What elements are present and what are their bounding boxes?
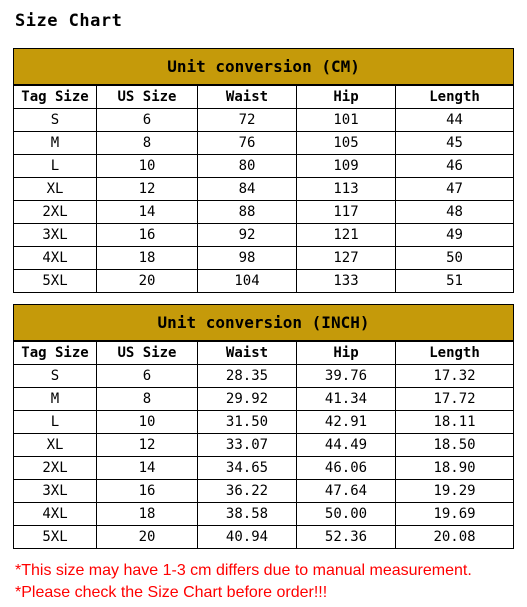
table-row bbox=[14, 526, 514, 549]
table-cell: 42.91 bbox=[297, 411, 396, 434]
table-cell: 4XL bbox=[14, 247, 97, 270]
table-cell: 17.72 bbox=[396, 388, 514, 411]
table-cell: 16 bbox=[97, 480, 198, 503]
table-cell: 101 bbox=[297, 109, 396, 132]
size-table-inch bbox=[13, 304, 514, 549]
column-header-tag-size: Tag Size bbox=[14, 85, 97, 109]
table-cell: 16 bbox=[97, 224, 198, 247]
table-cell: 18.90 bbox=[396, 457, 514, 480]
table-caption: Unit conversion (CM) bbox=[14, 49, 514, 86]
table-cell: 40.94 bbox=[198, 526, 297, 549]
table-cell: 28.35 bbox=[198, 365, 297, 388]
table-row bbox=[14, 457, 514, 480]
column-header-length: Length bbox=[396, 341, 514, 365]
table-cell: 51 bbox=[396, 270, 514, 293]
table-cell: 10 bbox=[97, 155, 198, 178]
check-chart-note: *Please check the Size Chart before order!!! bbox=[15, 584, 328, 601]
column-header-hip: Hip bbox=[297, 341, 396, 365]
table-cell: 44.49 bbox=[297, 434, 396, 457]
table-cell: 39.76 bbox=[297, 365, 396, 388]
column-header-hip: Hip bbox=[297, 85, 396, 109]
table-cell: 18 bbox=[97, 247, 198, 270]
table-cell: 45 bbox=[396, 132, 514, 155]
column-header-length: Length bbox=[396, 85, 514, 109]
table-cell: 133 bbox=[297, 270, 396, 293]
table-cell: 84 bbox=[198, 178, 297, 201]
table-cell: 17.32 bbox=[396, 365, 514, 388]
table-cell: 2XL bbox=[14, 457, 97, 480]
table-cell: 34.65 bbox=[198, 457, 297, 480]
table-row bbox=[14, 411, 514, 434]
table-cell: 49 bbox=[396, 224, 514, 247]
table-row bbox=[14, 247, 514, 270]
table-cell: 104 bbox=[198, 270, 297, 293]
table-cell: 50 bbox=[396, 247, 514, 270]
table-row bbox=[14, 503, 514, 526]
table-cell: 19.29 bbox=[396, 480, 514, 503]
column-header-us-size: US Size bbox=[97, 341, 198, 365]
table-cell: 52.36 bbox=[297, 526, 396, 549]
table-cell: 44 bbox=[396, 109, 514, 132]
table-cell: 80 bbox=[198, 155, 297, 178]
table-cell: 19.69 bbox=[396, 503, 514, 526]
page-title: Size Chart bbox=[15, 11, 123, 31]
table-cell: M bbox=[14, 388, 97, 411]
size-variance-note: *This size may have 1-3 cm differs due to manual measurement. bbox=[15, 562, 472, 579]
table-row bbox=[14, 201, 514, 224]
column-header-waist: Waist bbox=[198, 85, 297, 109]
table-cell: S bbox=[14, 109, 97, 132]
table-cell: 88 bbox=[198, 201, 297, 224]
table-cell: 105 bbox=[297, 132, 396, 155]
table-cell: 12 bbox=[97, 434, 198, 457]
table-row bbox=[14, 155, 514, 178]
table-cell: 72 bbox=[198, 109, 297, 132]
table-cell: 41.34 bbox=[297, 388, 396, 411]
table-cell: 5XL bbox=[14, 526, 97, 549]
table-cell: 14 bbox=[97, 201, 198, 224]
table-row bbox=[14, 434, 514, 457]
table-cell: 127 bbox=[297, 247, 396, 270]
table-row bbox=[14, 480, 514, 503]
table-cell: 5XL bbox=[14, 270, 97, 293]
table-cell: 92 bbox=[198, 224, 297, 247]
table-cell: 98 bbox=[198, 247, 297, 270]
table-cell: 20 bbox=[97, 270, 198, 293]
table-cell: 38.58 bbox=[198, 503, 297, 526]
table-cell: 48 bbox=[396, 201, 514, 224]
table-cell: 8 bbox=[97, 132, 198, 155]
table-cell: 3XL bbox=[14, 224, 97, 247]
table-cell: 18.11 bbox=[396, 411, 514, 434]
table-cell: 18 bbox=[97, 503, 198, 526]
table-cell: 20 bbox=[97, 526, 198, 549]
table-cell: 46 bbox=[396, 155, 514, 178]
table-row bbox=[14, 109, 514, 132]
table-cell: 6 bbox=[97, 109, 198, 132]
table-cell: 50.00 bbox=[297, 503, 396, 526]
table-row bbox=[14, 388, 514, 411]
table-cell: 36.22 bbox=[198, 480, 297, 503]
table-cell: 47 bbox=[396, 178, 514, 201]
table-cell: 33.07 bbox=[198, 434, 297, 457]
table-cell: XL bbox=[14, 434, 97, 457]
table-cell: 109 bbox=[297, 155, 396, 178]
table-cell: 6 bbox=[97, 365, 198, 388]
table-row bbox=[14, 132, 514, 155]
table-cell: 20.08 bbox=[396, 526, 514, 549]
table-cell: XL bbox=[14, 178, 97, 201]
table-cell: 12 bbox=[97, 178, 198, 201]
table-cell: 18.50 bbox=[396, 434, 514, 457]
table-row bbox=[14, 270, 514, 293]
table-cell: 3XL bbox=[14, 480, 97, 503]
table-cell: 10 bbox=[97, 411, 198, 434]
table-cell: L bbox=[14, 411, 97, 434]
table-cell: S bbox=[14, 365, 97, 388]
column-header-tag-size: Tag Size bbox=[14, 341, 97, 365]
table-cell: M bbox=[14, 132, 97, 155]
table-cell: 2XL bbox=[14, 201, 97, 224]
column-header-waist: Waist bbox=[198, 341, 297, 365]
table-row bbox=[14, 224, 514, 247]
table-cell: 47.64 bbox=[297, 480, 396, 503]
table-row bbox=[14, 178, 514, 201]
table-row bbox=[14, 365, 514, 388]
table-cell: 76 bbox=[198, 132, 297, 155]
table-cell: 46.06 bbox=[297, 457, 396, 480]
table-cell: L bbox=[14, 155, 97, 178]
table-cell: 4XL bbox=[14, 503, 97, 526]
table-cell: 113 bbox=[297, 178, 396, 201]
table-caption: Unit conversion (INCH) bbox=[14, 305, 514, 342]
table-cell: 121 bbox=[297, 224, 396, 247]
size-table-cm bbox=[13, 48, 514, 293]
table-cell: 29.92 bbox=[198, 388, 297, 411]
table-cell: 8 bbox=[97, 388, 198, 411]
column-header-us-size: US Size bbox=[97, 85, 198, 109]
table-cell: 14 bbox=[97, 457, 198, 480]
table-cell: 117 bbox=[297, 201, 396, 224]
table-cell: 31.50 bbox=[198, 411, 297, 434]
